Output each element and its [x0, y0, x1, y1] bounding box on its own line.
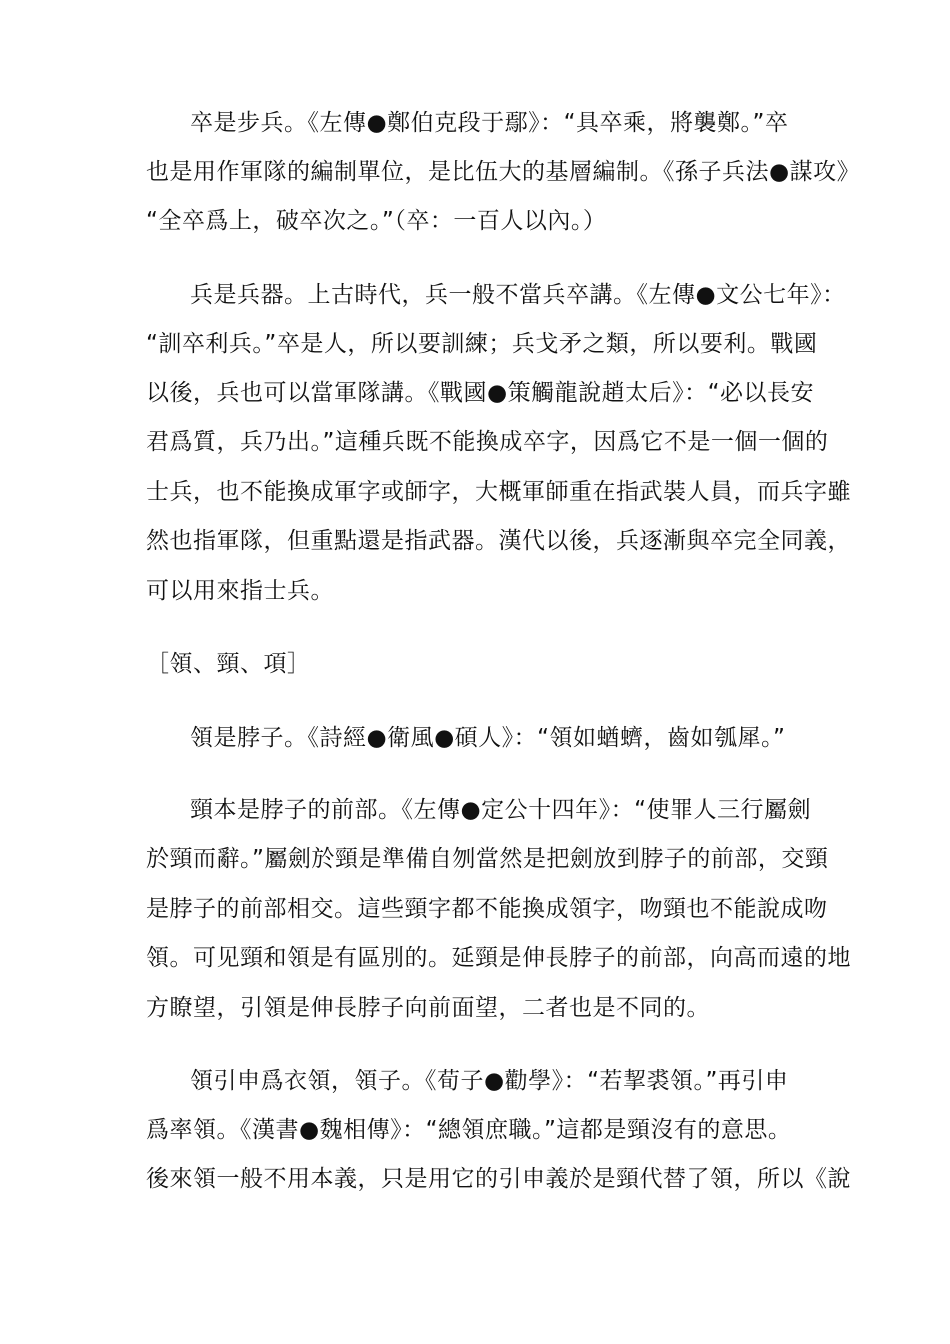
paragraph-2-line-5: 士兵，也不能換成軍字或師字，大概軍師重在指武裝人員，而兵字雖 — [146, 479, 851, 505]
paragraph-4-line-3: 是脖子的前部相交。這些頸字都不能換成領字，吻頸也不能說成吻 — [146, 896, 828, 922]
paragraph-4-line-5: 方瞭望，引領是伸長脖子向前面望，二者也是不同的。 — [146, 995, 710, 1021]
paragraph-2-line-1: 兵是兵器。上古時代，兵一般不當兵卒講。《左傳●文公七年》： — [190, 282, 846, 308]
paragraph-5-line-1: 領引申爲衣領，領子。《荀子●勸學》：“若挈裘領。”再引申 — [190, 1068, 789, 1094]
paragraph-2-line-6: 然也指軍隊，但重點還是指武器。漢代以後，兵逐漸與卒完全同義， — [146, 528, 851, 554]
paragraph-2-line-7: 可以用來指士兵。 — [146, 578, 334, 604]
paragraph-3-line-1: 領是脖子。《詩經●衛風●碩人》：“領如蝤蠐，齒如瓠犀。” — [190, 725, 786, 751]
paragraph-2-line-2: “訓卒利兵。”卒是人，所以要訓練；兵戈矛之類，所以要利。戰國 — [146, 331, 818, 357]
paragraph-4-line-2: 於頸而辭。”屬劍於頸是準備自刎當然是把劍放到脖子的前部，交頸 — [146, 846, 829, 872]
paragraph-1-line-1: 卒是步兵。《左傳●鄭伯克段于鄢》：“具卒乘，將襲鄭。”卒 — [190, 110, 789, 136]
paragraph-1-line-3: “全卒爲上，破卒次之。”（卒：一百人以內。） — [146, 208, 607, 234]
paragraph-1-line-2: 也是用作軍隊的編制單位，是比伍大的基層編制。《孫子兵法●謀攻》 — [146, 159, 861, 185]
section-heading: ［領、頸、項］ — [146, 651, 311, 677]
paragraph-4-line-4: 領。可见頸和領是有區別的。延頸是伸長脖子的前部，向高而遠的地 — [146, 945, 851, 971]
paragraph-2-line-3: 以後，兵也可以當軍隊講。《戰國●策觸龍說趙太后》：“必以長安 — [146, 380, 814, 406]
paragraph-5-line-3: 後來領一般不用本義，只是用它的引申義於是頸代替了領，所以《說 — [146, 1166, 851, 1192]
paragraph-2-line-4: 君爲質，兵乃出。”這種兵既不能換成卒字，因爲它不是一個一個的 — [146, 429, 829, 455]
paragraph-4-line-1: 頸本是脖子的前部。《左傳●定公十四年》：“使罪人三行屬劍 — [190, 797, 811, 823]
paragraph-5-line-2: 爲率領。《漢書●魏相傳》：“總領庶職。”這都是頸沒有的意思。 — [146, 1117, 792, 1143]
